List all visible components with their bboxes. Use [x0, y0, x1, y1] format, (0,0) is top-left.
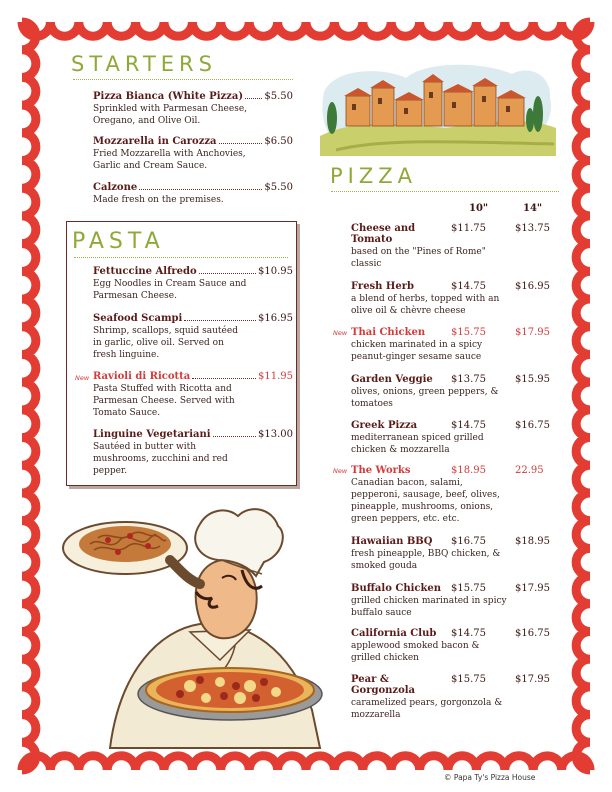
pizza-desc: grilled chicken marinated in spicy	[351, 596, 507, 606]
pasta-item	[93, 313, 293, 361]
pasta-price: $13.00	[258, 429, 293, 440]
pizza-item	[351, 420, 551, 456]
starter-name: Mozzarella in Carozza	[93, 136, 217, 147]
pizza-desc: based on the "Pines of Rome"	[351, 247, 486, 257]
pasta-heading: PASTA	[72, 229, 165, 254]
pizza-desc: fresh pineapple, BBQ chicken, &	[351, 549, 501, 559]
pizza-item	[351, 628, 551, 664]
price-10: $15.75	[451, 583, 486, 594]
pizza-heading: PIZZA	[330, 164, 417, 188]
starter-desc: Sprinkled with Parmesan Cheese,	[93, 104, 248, 114]
pizza-desc: grilled chicken	[351, 653, 419, 663]
pizza-desc: a blend of herbs, topped with an	[351, 294, 500, 304]
pasta-name: Fettuccine Alfredo	[93, 266, 197, 277]
pizza-item	[351, 281, 551, 317]
starter-item	[93, 136, 293, 172]
pizza-desc: tomatoes	[351, 399, 393, 409]
pasta-item	[93, 266, 293, 302]
price-14: $16.95	[515, 281, 550, 292]
pasta-divider	[74, 257, 288, 258]
pasta-desc: Tomato Sauce.	[93, 408, 161, 418]
pasta-name: Ravioli di Ricotta	[93, 371, 191, 382]
pizza-desc: peanut-ginger sesame sauce	[351, 352, 482, 362]
price-14: $17.95	[515, 583, 550, 594]
pasta-price: $10.95	[258, 266, 293, 277]
price-10: $16.75	[451, 536, 486, 547]
pizza-desc: chicken & mozzarella	[351, 445, 450, 455]
starter-desc: Fried Mozzarella with Anchovies,	[93, 149, 246, 159]
pasta-item	[93, 371, 293, 419]
price-10: $14.75	[451, 281, 486, 292]
pizza-name: Fresh Herb	[351, 281, 415, 292]
pizza-desc: mozzarella	[351, 710, 401, 720]
starter-name: Pizza Bianca (White Pizza)	[93, 91, 244, 102]
pizza-desc: olive oil & chèvre cheese	[351, 306, 466, 316]
pizza-item	[351, 536, 551, 572]
pizza-item	[351, 374, 551, 410]
price-10: $14.75	[451, 628, 486, 639]
pasta-desc: pepper.	[93, 466, 128, 476]
pizza-name: Thai Chicken	[351, 327, 426, 338]
price-10: $18.95	[451, 465, 486, 476]
starter-item	[93, 182, 293, 206]
pizza-desc: pineapple, mushrooms, onions,	[351, 502, 494, 512]
pasta-desc: Shrimp, scallops, squid sautéed	[93, 326, 238, 336]
pizza-name: Greek Pizza	[351, 420, 418, 431]
pizza-desc: olives, onions, green peppers, &	[351, 387, 499, 397]
pizza-name: California Club	[351, 628, 437, 639]
new-badge: New	[75, 374, 90, 382]
pasta-name: Seafood Scampi	[93, 313, 183, 324]
pasta-desc: Egg Noodles in Cream Sauce and	[93, 279, 247, 289]
starter-desc: Garlic and Cream Sauce.	[93, 161, 208, 171]
price-10: $11.75	[451, 223, 486, 234]
pasta-name: Linguine Vegetariani	[93, 429, 211, 440]
pizza-desc: pepperoni, sausage, beef, olives,	[351, 490, 500, 500]
pizza-name: Buffalo Chicken	[351, 583, 442, 594]
starter-price: $5.50	[264, 182, 293, 193]
village-illustration	[316, 58, 558, 156]
pizza-item	[351, 327, 551, 363]
price-10: $13.75	[451, 374, 486, 385]
price-10: $15.75	[451, 674, 486, 685]
copyright-text: © Papa Ty's Pizza House	[444, 773, 536, 782]
pasta-desc: fresh linguine.	[93, 350, 160, 360]
pizza-desc: smoked gouda	[351, 561, 418, 571]
pizza-desc: chicken marinated in a spicy	[351, 340, 483, 350]
price-14: $16.75	[515, 420, 550, 431]
price-14: 22.95	[515, 465, 544, 476]
pizza-item	[351, 223, 551, 270]
starters-heading: STARTERS	[71, 52, 217, 76]
price-14: $15.95	[515, 374, 550, 385]
pizza-desc: caramelized pears, gorgonzola &	[351, 698, 503, 708]
pasta-desc: in garlic, olive oil. Served on	[93, 338, 224, 348]
pasta-item	[93, 429, 293, 477]
pasta-desc: Parmesan Cheese.	[93, 291, 177, 301]
starters-divider	[73, 79, 293, 80]
pizza-desc: Canadian bacon, salami,	[351, 478, 463, 488]
starter-item	[93, 91, 293, 127]
pizza-name: Hawaiian BBQ	[351, 536, 433, 547]
price-14: $18.95	[515, 536, 550, 547]
starter-name: Calzone	[93, 182, 138, 193]
starter-desc: Made fresh on the premises.	[93, 195, 224, 205]
pizza-name: Garden Veggie	[351, 374, 433, 385]
pizza-item	[351, 583, 551, 619]
price-14: $13.75	[515, 223, 550, 234]
pizza-name: Gorgonzola	[351, 685, 416, 696]
starter-price: $5.50	[264, 91, 293, 102]
pizza-divider	[331, 191, 559, 192]
size-10-header: 10"	[469, 203, 489, 214]
price-10: $14.75	[451, 420, 486, 431]
pizza-desc: applewood smoked bacon &	[351, 641, 480, 651]
pizza-desc: classic	[351, 259, 382, 269]
starter-price: $6.50	[264, 136, 293, 147]
pasta-desc: mushrooms, zucchini and red	[93, 454, 228, 464]
pasta-price: $11.95	[258, 371, 293, 382]
pasta-desc: Pasta Stuffed with Ricotta and	[93, 384, 232, 394]
pizza-desc: mediterranean spiced grilled	[351, 433, 484, 443]
new-badge: New	[333, 329, 348, 337]
chef-illustration	[50, 500, 335, 752]
pasta-price: $16.95	[258, 313, 293, 324]
pizza-name: Tomato	[351, 234, 393, 245]
price-10: $15.75	[451, 327, 486, 338]
pizza-item	[351, 674, 551, 721]
price-14: $17.95	[515, 327, 550, 338]
price-14: $17.95	[515, 674, 550, 685]
pizza-name: The Works	[351, 465, 411, 476]
pizza-item	[351, 465, 551, 525]
pasta-desc: Parmesan Cheese. Served with	[93, 396, 235, 406]
pasta-desc: Sautéed in butter with	[93, 442, 197, 452]
pizza-name: Cheese and	[351, 223, 416, 234]
pizza-desc: green peppers, etc. etc.	[351, 514, 460, 524]
pizza-desc: buffalo sauce	[351, 608, 412, 618]
starter-desc: Oregano, and Olive Oil.	[93, 116, 201, 126]
new-badge: New	[333, 467, 348, 475]
pizza-name: Pear &	[351, 674, 389, 685]
size-14-header: 14"	[523, 203, 543, 214]
price-14: $16.75	[515, 628, 550, 639]
